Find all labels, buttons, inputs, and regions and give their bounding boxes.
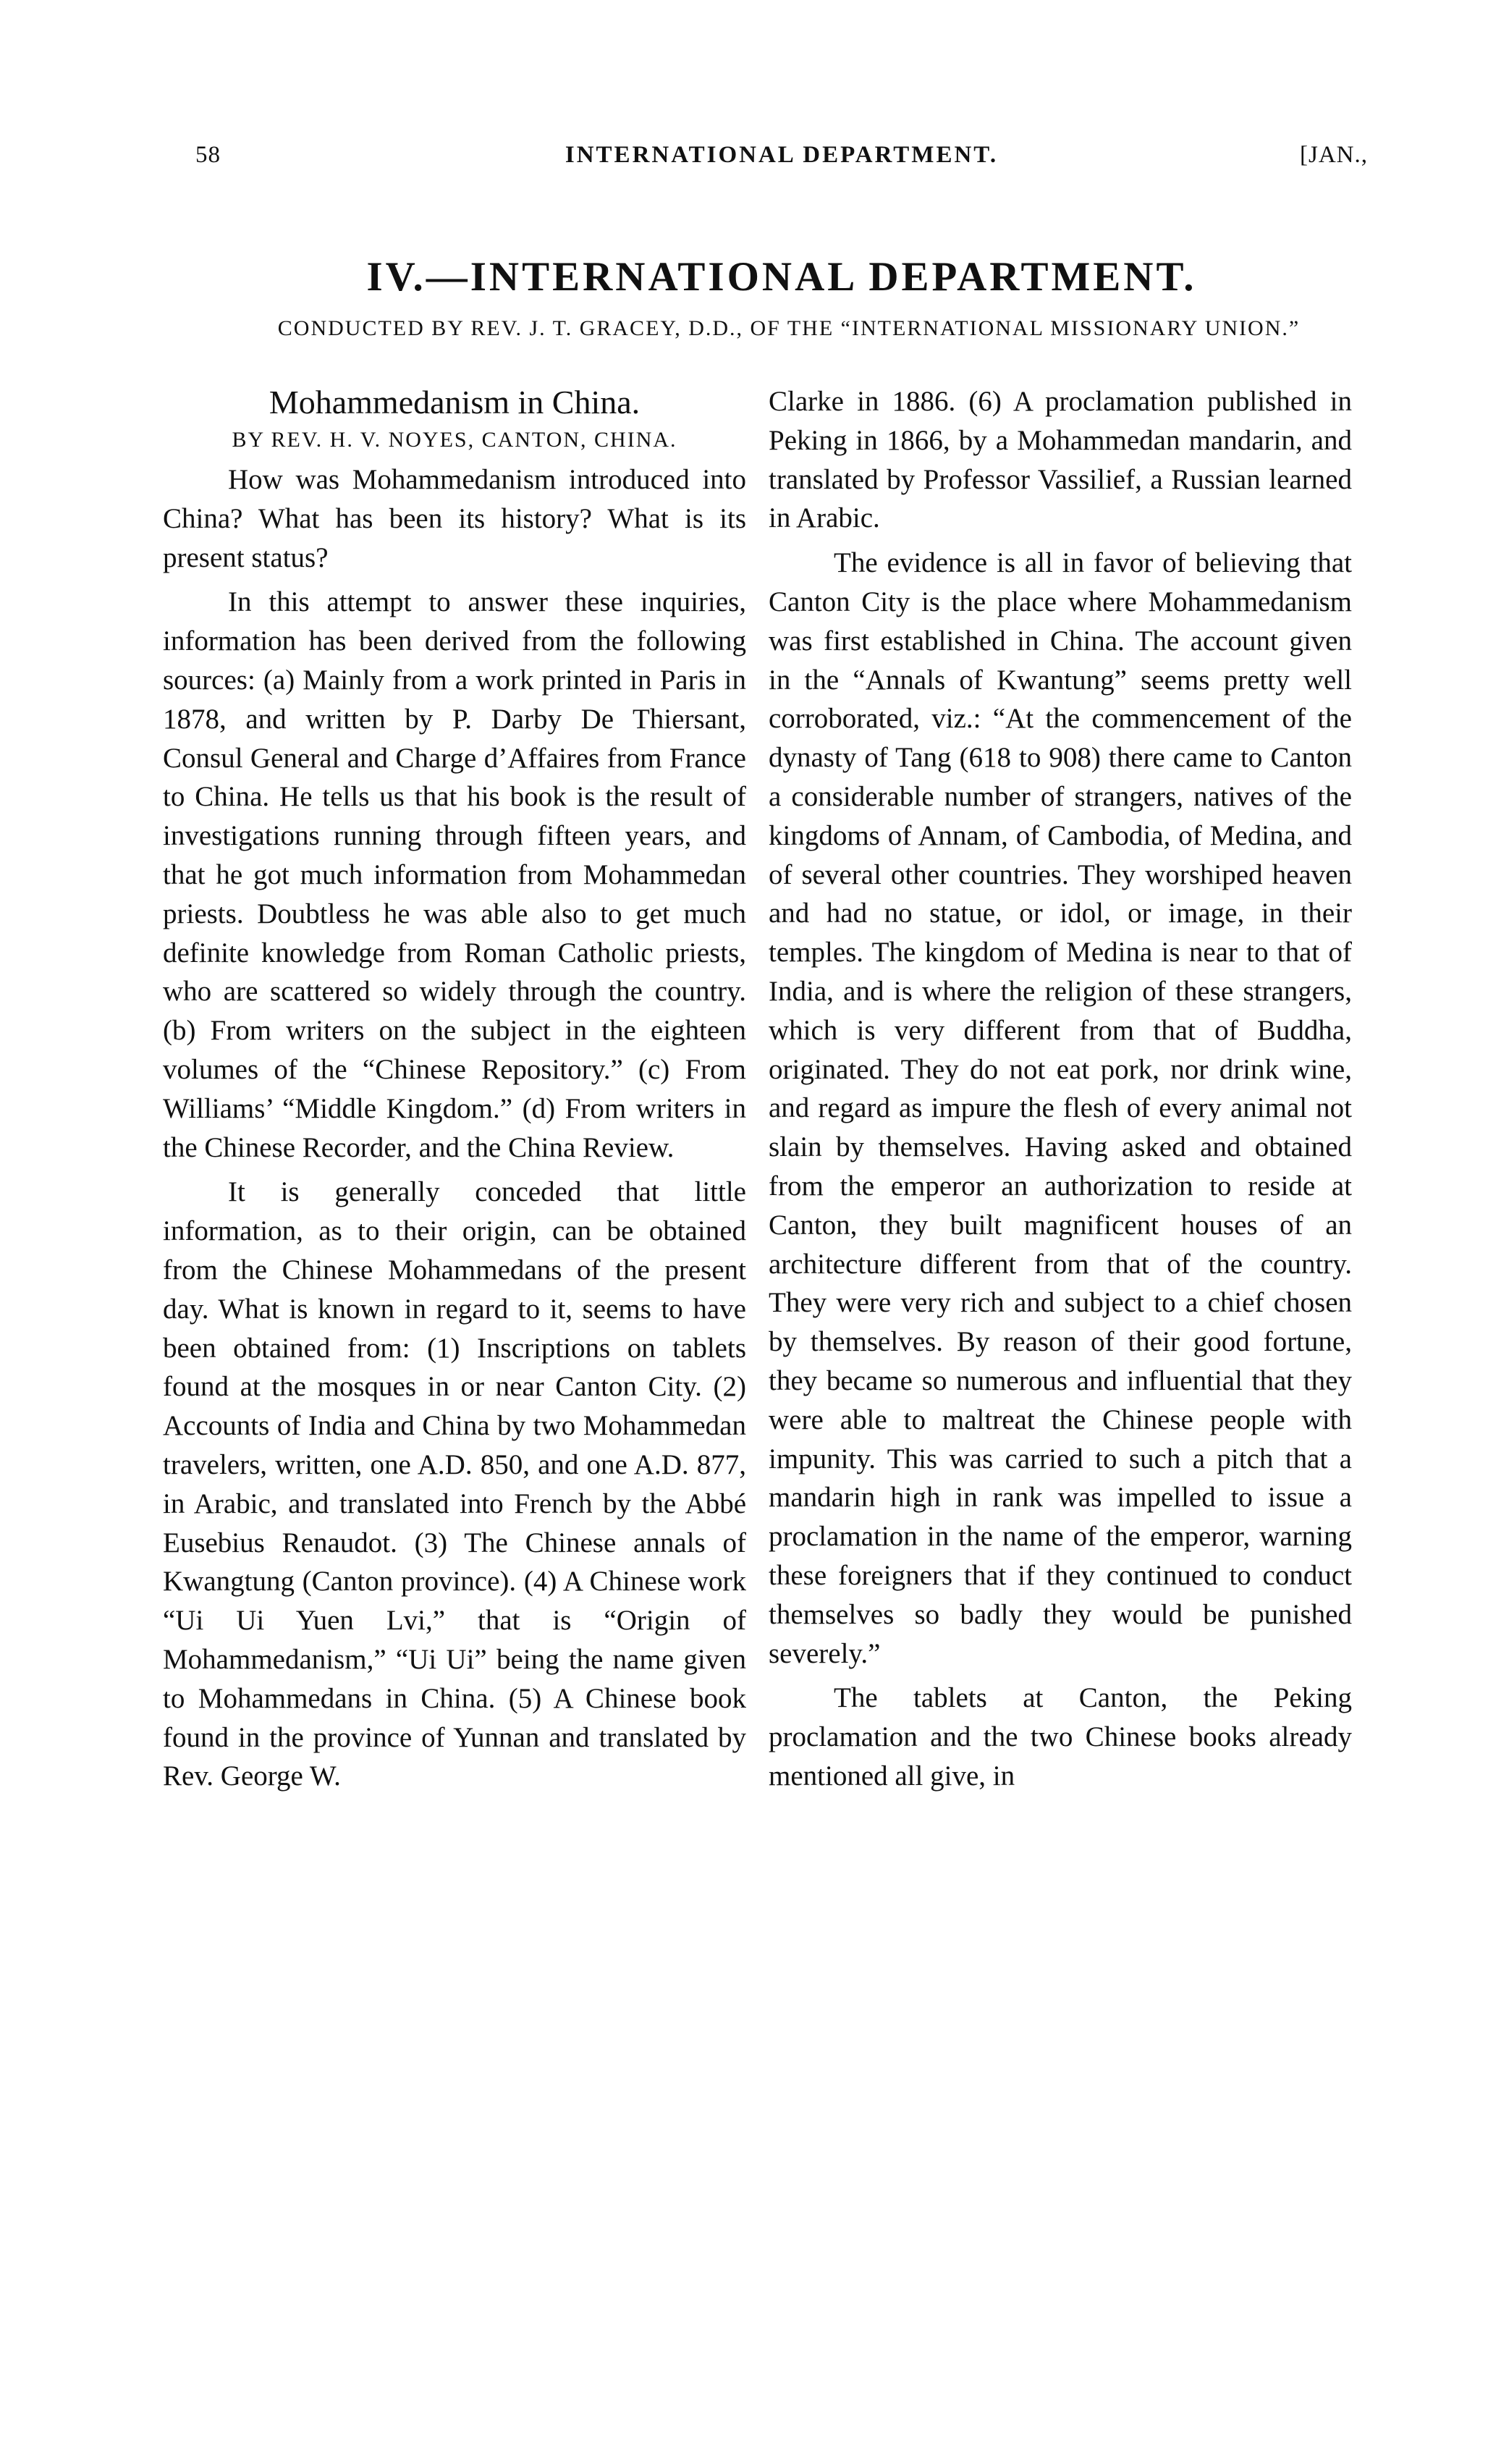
right-column [769, 382, 1352, 1802]
running-date: [JAN., [1300, 142, 1368, 168]
paragraph: Clarke in 1886. (6) A proclamation published in Peking in 1866, by a Mohammedan mandarin, and translated by Professor Vassilief, a Russian learned in Arabic. [769, 386, 1352, 534]
department-title: IV.—INTERNATIONAL DEPARTMENT. [366, 254, 1197, 300]
conducted-by-line: CONDUCTED BY REV. J. T. GRACEY, D.D., OF THE “INTERNATIONAL MISSIONARY UNION.” [277, 316, 1301, 340]
paragraph: How was Mohammedanism introduced into China? What has been its history? What is its present status? [163, 464, 746, 573]
running-title: INTERNATIONAL DEPARTMENT. [565, 142, 999, 168]
paragraph: It is generally conceded that little information, as to their origin, can be obtained from the Chinese Mohammedans of the present day. What is known in regard to it, seems to have been obtained from: (1) Inscriptions on tablets found at the mosques in or near Canton City. (2) Accounts of India and China by two Mohammedan travelers, written, one A.D. 850, and one A.D. 877, in Arabic, and translated into French by the Abbé Eusebius Renaudot. (3) The Chinese annals of Kwangtung (Canton province). (4) A Chinese work “Ui Ui Yuen Lvi,” that is “Origin of Mohammedanism,” “Ui Ui” being the name given to Mohammedans in China. (5) A Chinese book found in the province of Yunnan and translated by Rev. George W. [163, 1176, 746, 1792]
article-byline: BY REV. H. V. NOYES, CANTON, CHINA. [232, 428, 677, 452]
running-head [195, 142, 1368, 185]
paragraph: The tablets at Canton, the Peking proclamation and the two Chinese books already mentioned all give, in [769, 1682, 1352, 1792]
article-title: Mohammedanism in China. [269, 384, 641, 421]
left-column [163, 382, 746, 1802]
paragraph: The evidence is all in favor of believing that Canton City is the place where Mohammedanism was first established in China. The account given in the “Annals of Kwantung” seems pretty well corroborated, viz.: “At the commencement of the dynasty of Tang (618 to 908) there came to Canton a considerable number of strangers, natives of the kingdoms of Annam, of Cambodia, of Medina, and of several other countries. They worshiped heaven and had no statue, or idol, or image, in their temples. The kingdom of Medina is near to that of India, and is where the religion of these strangers, which is very different from that of Buddha, originated. They do not eat pork, nor drink wine, and regard as impure the flesh of every animal not slain by themselves. Having asked and obtained from the emperor an authorization to reside at Canton, they built magnificent houses of an architecture different from that of the country. They were very rich and subject to a chief chosen by themselves. By reason of their good fortune, they became so numerous and influential that they were able to maltreat the Chinese people with impunity. This was carried to such a pitch that a mandarin high in rank was impelled to issue a proclamation in the name of the emperor, warning these foreigners that if they continued to conduct themselves so badly they would be punished severely.” [769, 547, 1352, 1669]
paragraph: In this attempt to answer these inquiries, information has been derived from the following sources: (a) Mainly from a work printed in Paris in 1878, and written by P. Darby De Thiersant, Consul General and Charge d’Affaires from France to China. He tells us that his book is the result of investigations running through fifteen years, and that he got much information from Mohammedan priests. Doubtless he was able also to get much definite knowledge from Roman Catholic priests, who are scattered so widely through the country. (b) From writers on the subject in the eighteen volumes of the “Chinese Repository.” (c) From Williams’ “Middle Kingdom.” (d) From writers in the Chinese Recorder, and the China Review. [163, 586, 746, 1163]
page-number: 58 [195, 142, 221, 168]
